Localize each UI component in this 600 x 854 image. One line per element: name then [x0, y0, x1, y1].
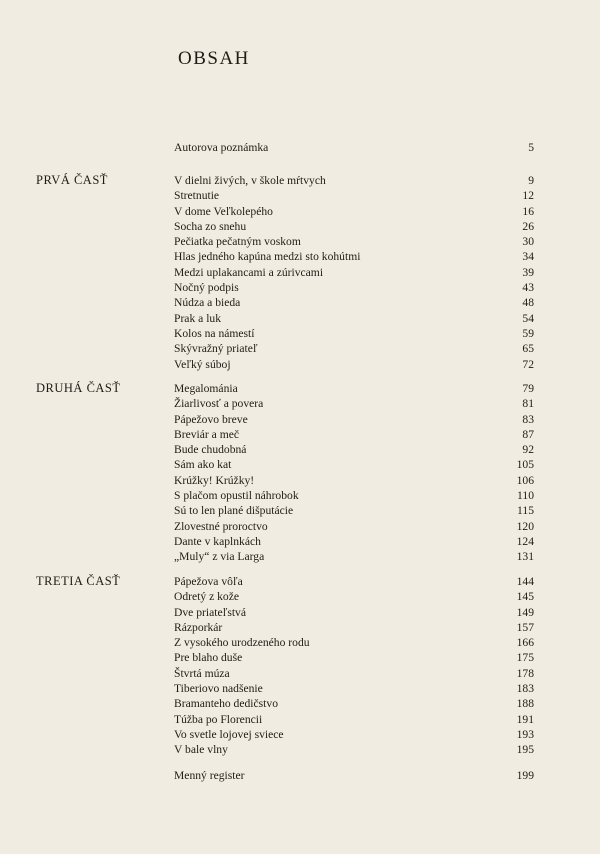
toc-entry-title: Veľký súboj: [174, 357, 231, 371]
toc-entry: [174, 381, 534, 396]
toc-entry-page: 105: [516, 458, 534, 472]
toc-entry: [174, 311, 534, 326]
toc-entry-page: 178: [516, 666, 534, 680]
toc-entry: [174, 768, 534, 783]
toc-entry-page: 5: [528, 141, 534, 154]
toc-entry-title: S plačom opustil náhrobok: [174, 489, 299, 503]
toc-entry: [174, 140, 534, 155]
toc-entry-title: Tiberiovo nadšenie: [174, 682, 263, 696]
toc-entry-page: 175: [516, 651, 534, 665]
toc-entry-title: V bale vlny: [174, 743, 228, 757]
toc-entry-page: 65: [522, 342, 534, 356]
toc-entry-page: 191: [516, 712, 534, 726]
toc-entry-page: 83: [522, 412, 534, 426]
toc-entry-title: Medzi uplakancami a zúrivcami: [174, 265, 324, 279]
toc-entry: [174, 519, 534, 534]
toc-entry-page: 193: [516, 727, 534, 741]
toc-entry-page: 54: [522, 311, 534, 325]
toc-entry: [174, 249, 534, 264]
intro-entries: [174, 140, 534, 155]
toc-entry-title: Krúžky! Krúžky!: [174, 473, 255, 487]
toc-entry: [174, 666, 534, 681]
toc-entry: [174, 326, 534, 341]
toc-entry-page: 72: [522, 357, 534, 371]
toc-entry: [174, 635, 534, 650]
toc-entry-title: Žiarlivosť a povera: [174, 397, 264, 411]
toc-entry-page: 183: [516, 682, 534, 696]
toc-entry-title: V dielni živých, v škole mŕtvych: [174, 174, 326, 187]
toc-entry-title: Rázporkár: [174, 620, 223, 634]
toc-entry-title: Pápežovo breve: [174, 412, 248, 426]
toc-entry-page: 39: [522, 265, 534, 279]
toc-entry: [174, 650, 534, 665]
toc-entry: [174, 204, 534, 219]
toc-entry-title: Dve priateľstvá: [174, 605, 246, 619]
part-label: DRUHÁ ČASŤ: [36, 381, 121, 395]
toc-entry: [174, 234, 534, 249]
toc-entry-title: Sú to len plané dišputácie: [174, 504, 294, 518]
toc-entry-title: Bramanteho dedičstvo: [174, 697, 278, 711]
toc-entry: [174, 742, 534, 757]
toc-entry-page: 166: [516, 636, 534, 650]
toc-entry-title: V dome Veľkolepého: [174, 204, 273, 218]
toc-entry-page: 26: [522, 219, 534, 233]
toc-entry-title: Sám ako kat: [174, 458, 232, 472]
toc-entry-page: 149: [516, 605, 534, 619]
toc-entry-page: 79: [522, 382, 534, 395]
toc-entry-page: 81: [522, 397, 534, 411]
toc-entry-title: Nočný podpis: [174, 281, 239, 295]
toc-entry-page: 115: [517, 504, 534, 518]
toc-entry: [174, 473, 534, 488]
toc-entry-title: Z vysokého urodzeného rodu: [174, 636, 310, 650]
outro-entries: [174, 768, 534, 783]
toc-entry-page: 106: [516, 473, 534, 487]
toc-entry: [174, 173, 534, 188]
part-two-entries: [174, 381, 534, 565]
toc-entry-page: 144: [516, 575, 534, 588]
toc-entry-page: 110: [517, 489, 534, 503]
toc-entry-title: Zlovestné proroctvo: [174, 519, 268, 533]
part-three-entries: [174, 574, 534, 758]
toc-entry: [174, 265, 534, 280]
part-one-entries: [174, 173, 534, 372]
toc-entry-page: 9: [528, 174, 534, 187]
toc-entry: [174, 696, 534, 711]
toc-entry: [174, 620, 534, 635]
toc-entry: [174, 549, 534, 564]
toc-entry-title: Prak a luk: [174, 311, 222, 325]
toc-entry-title: Bude chudobná: [174, 443, 247, 457]
toc-entry: [174, 605, 534, 620]
toc-entry: [174, 442, 534, 457]
toc-entry-title: Štvrtá múza: [174, 666, 230, 680]
toc-entry-title: Hlas jedného kapúna medzi sto kohútmi: [174, 250, 361, 264]
toc-entry-page: 199: [516, 769, 534, 782]
toc-entry-page: 30: [522, 235, 534, 249]
page-title: OBSAH: [178, 48, 250, 69]
toc-entry-title: Megalománia: [174, 382, 238, 395]
toc-entry-page: 157: [516, 620, 534, 634]
toc-entry: [174, 589, 534, 604]
toc-entry: [174, 427, 534, 442]
toc-entry-title: Stretnutie: [174, 189, 220, 203]
toc-entry: [174, 457, 534, 472]
part-label: TRETIA ČASŤ: [36, 574, 121, 588]
toc-entry-page: 120: [516, 519, 534, 533]
toc-entry: [174, 712, 534, 727]
toc-entry: [174, 681, 534, 696]
toc-entry-page: 92: [522, 443, 534, 457]
toc-entry-title: Vo svetle lojovej sviece: [174, 727, 284, 741]
toc-entry-page: 87: [522, 427, 534, 441]
toc-entry-title: Pápežova vôľa: [174, 575, 243, 588]
toc-entry: [174, 488, 534, 503]
toc-entry-title: Skývražný priateľ: [174, 342, 258, 356]
toc-entry: [174, 574, 534, 589]
toc-entry-title: „Muly“ z via Larga: [174, 550, 265, 564]
toc-entry-title: Dante v kaplnkách: [174, 534, 261, 548]
toc-entry-title: Menný register: [174, 769, 245, 782]
toc-entry-page: 43: [522, 281, 534, 295]
toc-entry-page: 12: [522, 189, 534, 203]
part-label: PRVÁ ČASŤ: [36, 173, 108, 187]
toc-entry: [174, 534, 534, 549]
toc-entry-title: Kolos na námestí: [174, 326, 255, 340]
toc-entry-page: 16: [522, 204, 534, 218]
toc-entry: [174, 188, 534, 203]
toc-entry-title: Pre blaho duše: [174, 651, 243, 665]
toc-entry-page: 124: [516, 534, 534, 548]
toc-entry-title: Núdza a bieda: [174, 296, 241, 310]
toc-entry: [174, 412, 534, 427]
toc-entry-page: 34: [522, 250, 534, 264]
toc-entry-page: 195: [516, 743, 534, 757]
toc-entry-page: 188: [516, 697, 534, 711]
toc-entry: [174, 396, 534, 411]
toc-entry-title: Túžba po Florencii: [174, 712, 263, 726]
toc-entry-page: 48: [522, 296, 534, 310]
toc-entry-title: Odretý z kože: [174, 590, 240, 604]
toc-entry-page: 59: [522, 326, 534, 340]
toc-entry-page: 131: [516, 550, 534, 564]
toc-entry-title: Breviár a meč: [174, 427, 240, 441]
toc-entry: [174, 503, 534, 518]
toc-entry-title: Pečiatka pečatným voskom: [174, 235, 301, 249]
toc-entry: [174, 295, 534, 310]
toc-entry: [174, 727, 534, 742]
toc-entry: [174, 280, 534, 295]
toc-entry: [174, 341, 534, 356]
toc-entry: [174, 357, 534, 372]
toc-entry: [174, 219, 534, 234]
toc-entry-page: 145: [516, 590, 534, 604]
toc-entry-title: Socha zo snehu: [174, 219, 247, 233]
toc-entry-title: Autorova poznámka: [174, 141, 269, 154]
